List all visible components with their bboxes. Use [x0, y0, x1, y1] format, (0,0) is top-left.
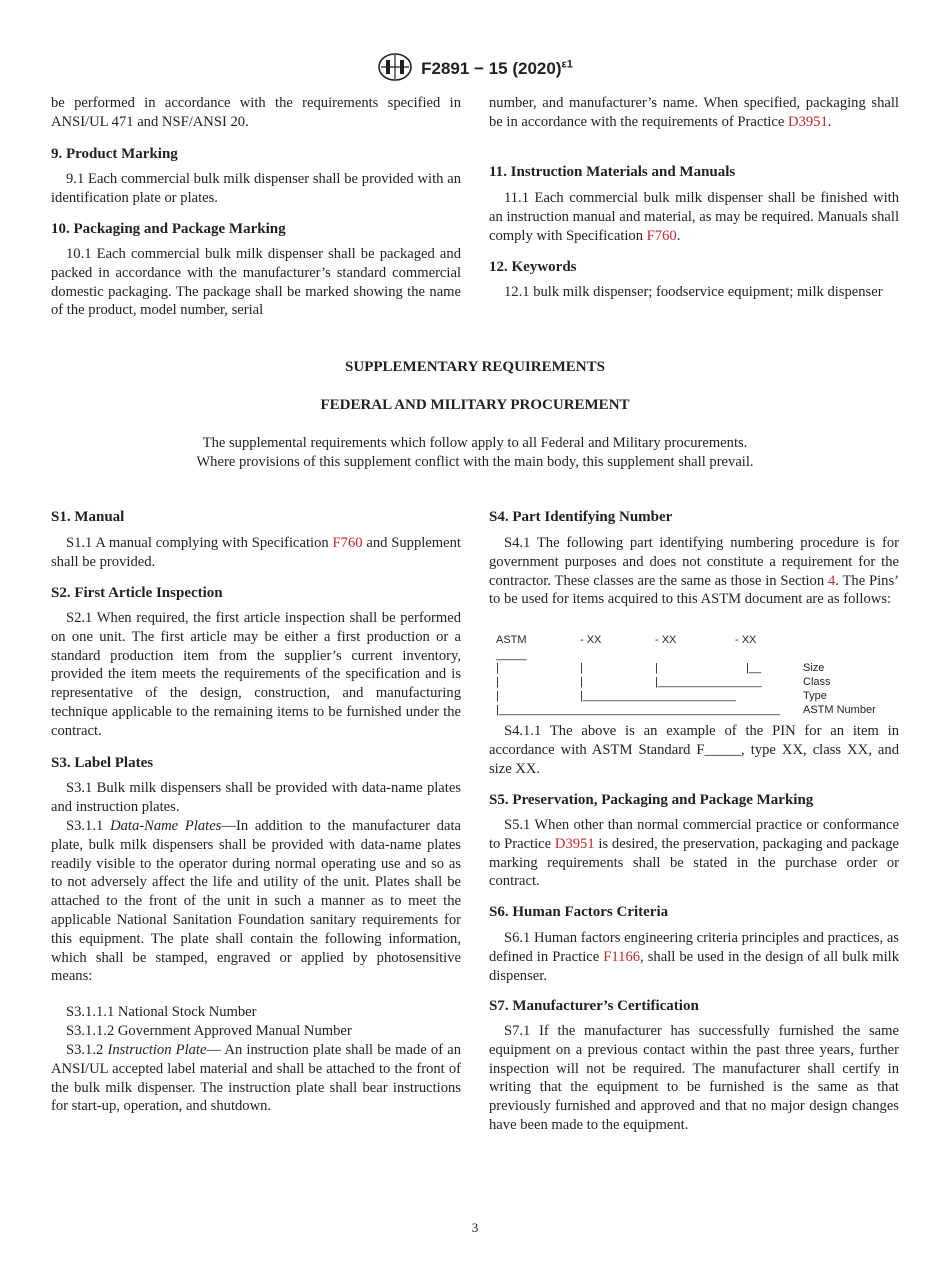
supplementary-title: SUPPLEMENTARY REQUIREMENTS	[345, 359, 605, 375]
document-designation: F2891 − 15 (2020)	[421, 58, 562, 78]
section-s2-1-paragraph: S2.1 When required, the first article inspection shall be performed on one unit. The first article may be either a first production or a standard production item from the supplier’s current inventory, provided the item meets the requirements of the specification and is representative of the design, construction, and manufacturing technique applicable to the remaining items to be furnished under the contract.	[51, 610, 461, 739]
section-s3-heading: S3. Label Plates	[51, 755, 154, 771]
section-12-1-paragraph: 12.1 bulk milk dispenser; foodservice equipment; milk dispenser	[504, 284, 883, 300]
section-s4-heading: S4. Part Identifying Number	[489, 509, 673, 525]
pin-astm-number-label: ASTM Number	[803, 704, 876, 716]
pin-xx-2: - XX	[655, 634, 677, 646]
section-s1-heading: S1. Manual	[51, 509, 125, 525]
pin-xx-1: - XX	[580, 634, 602, 646]
section-s3-1-paragraph: S3.1 Bulk milk dispensers shall be provided with data-name plates and instruction plates.	[51, 780, 461, 815]
f760-link[interactable]: F760	[646, 227, 677, 244]
section-10-heading: 10. Packaging and Package Marking	[51, 221, 286, 237]
right-continuation-paragraph: number, and manufacturer’s name. When specified, packaging shall be in accordance with the requirements of Practice D3951.	[489, 95, 899, 130]
section-11-1-paragraph: 11.1 Each commercial bulk milk dispenser shall be finished with an instruction manual and material, as may be required. Manuals shall comply with Specification F760.	[489, 190, 899, 244]
section-11-heading: 11. Instruction Materials and Manuals	[489, 164, 736, 180]
supplement-intro-line-2: Where provisions of this supplement conflict with the main body, this supplement shall prevail.	[196, 454, 754, 470]
section-12-heading: 12. Keywords	[489, 259, 577, 275]
pin-astm-label: ASTM	[496, 634, 527, 646]
section-s2-heading: S2. First Article Inspection	[51, 585, 223, 601]
section-s1-1-paragraph: S1.1 A manual complying with Specification F760 and Supplement shall be provided.	[51, 535, 461, 570]
pin-type-label: Type	[803, 690, 827, 702]
section-9-heading: 9. Product Marking	[51, 146, 178, 162]
pin-bar: |	[496, 662, 499, 674]
section-s7-heading: S7. Manufacturer’s Certification	[489, 998, 699, 1014]
pin-class-line: |_________________	[655, 676, 762, 688]
pin-xx-3: - XX	[735, 634, 757, 646]
procurement-title: FEDERAL AND MILITARY PROCUREMENT	[320, 397, 630, 413]
left-continuation-paragraph: be performed in accordance with the requirements specified in ANSI/UL 471 and NSF/ANSI 20.	[51, 95, 461, 130]
d3951-link[interactable]: D3951	[788, 113, 828, 130]
page-number: 3	[471, 1220, 479, 1235]
section-s3-1-1-1-paragraph: S3.1.1.1 National Stock Number	[66, 1004, 257, 1020]
pin-bar: |	[496, 690, 499, 702]
section-4-link[interactable]: 4	[827, 572, 836, 589]
supplement-intro-line-1: The supplemental requirements which follow apply to all Federal and Military procurements.	[202, 435, 748, 451]
d3951-link[interactable]: D3951	[554, 835, 595, 852]
section-s7-1-paragraph: S7.1 If the manufacturer has successfully furnished the same equipment on a previous contact within the past three years, further inspection will not be required. The manufacturer shall certify in writing that the equipment to be furnished is the same as that previously furnished and approved and that no major design changes have been made to the equipment.	[489, 1023, 899, 1133]
pin-bar: |	[580, 676, 583, 688]
pin-underline: _____	[496, 649, 527, 661]
section-s4-1-1-paragraph: S4.1.1 The above is an example of the PIN for an item in accordance with ASTM Standard F_____, type XX, class XX, and size XX.	[489, 723, 899, 777]
page-header	[0, 52, 950, 87]
pin-bar: |	[496, 676, 499, 688]
section-10-1-paragraph: 10.1 Each commercial bulk milk dispenser shall be packaged and packed in accordance with the manufacturer’s standard commercial domestic packaging. The package shall be marked showing the name of the product, model number, serial	[51, 246, 461, 319]
section-s4-1-paragraph: S4.1 The following part identifying numbering procedure is for government purposes and does not constitute a requirement for the contractor. These classes are the same as those in Section 4. The Pins’ to be used for items acquired to this ASTM document are as follows:	[489, 535, 899, 608]
section-s3-1-1-2-paragraph: S3.1.1.2 Government Approved Manual Number	[66, 1023, 352, 1039]
pin-astm-line: |______________________________________________	[496, 704, 781, 716]
pin-bar: |	[655, 662, 658, 674]
f760-link[interactable]: F760	[332, 535, 363, 551]
section-s5-heading: S5. Preservation, Packaging and Package Marking	[489, 792, 814, 808]
astm-logo-icon	[377, 52, 413, 87]
section-s3-1-1-paragraph: S3.1.1 Data-Name Plates—In addition to the manufacturer data plate, bulk milk dispensers shall be provided with data-name plates readily visible to the operator during normal operating use and so as to not adversely affect the life and utility of the unit. Plates shall be attached to the front of the unit in such a manner as to meet the applicable National Sanitation Foundation sanitary requirements for this equipment. The plate shall contain the following information, which shall be stamped, engraved or applied by photosensitive means:	[51, 818, 461, 985]
section-s6-1-paragraph: S6.1 Human factors engineering criteria principles and practices, as defined in Practice F1166, shall be used in the design of all bulk milk dispenser.	[489, 930, 900, 984]
f1166-link[interactable]: F1166	[603, 948, 641, 965]
pin-class-label: Class	[803, 676, 831, 688]
pin-bar-end: |__	[746, 662, 762, 674]
section-s6-heading: S6. Human Factors Criteria	[489, 904, 669, 920]
section-s3-1-2-paragraph: S3.1.2 Instruction Plate— An instruction plate shall be made of an ANSI/UL accepted label material and shall be attached to the front of the bulk milk dispenser. The instruction plate shall bear instructions for start-up, operation, and shutdown.	[51, 1042, 461, 1115]
section-9-1-paragraph: 9.1 Each commercial bulk milk dispenser shall be provided with an identification plate or plates.	[51, 171, 461, 206]
section-s5-1-paragraph: S5.1 When other than normal commercial practice or conformance to Practice D3951 is desired, the preservation, packaging and package marking requirements shall be stated in the purchase order or contract.	[489, 817, 900, 890]
epsilon-superscript: ε1	[561, 58, 573, 71]
pin-size-label: Size	[803, 662, 825, 674]
pin-type-line: |_________________________	[580, 690, 736, 702]
pin-bar: |	[580, 662, 583, 674]
